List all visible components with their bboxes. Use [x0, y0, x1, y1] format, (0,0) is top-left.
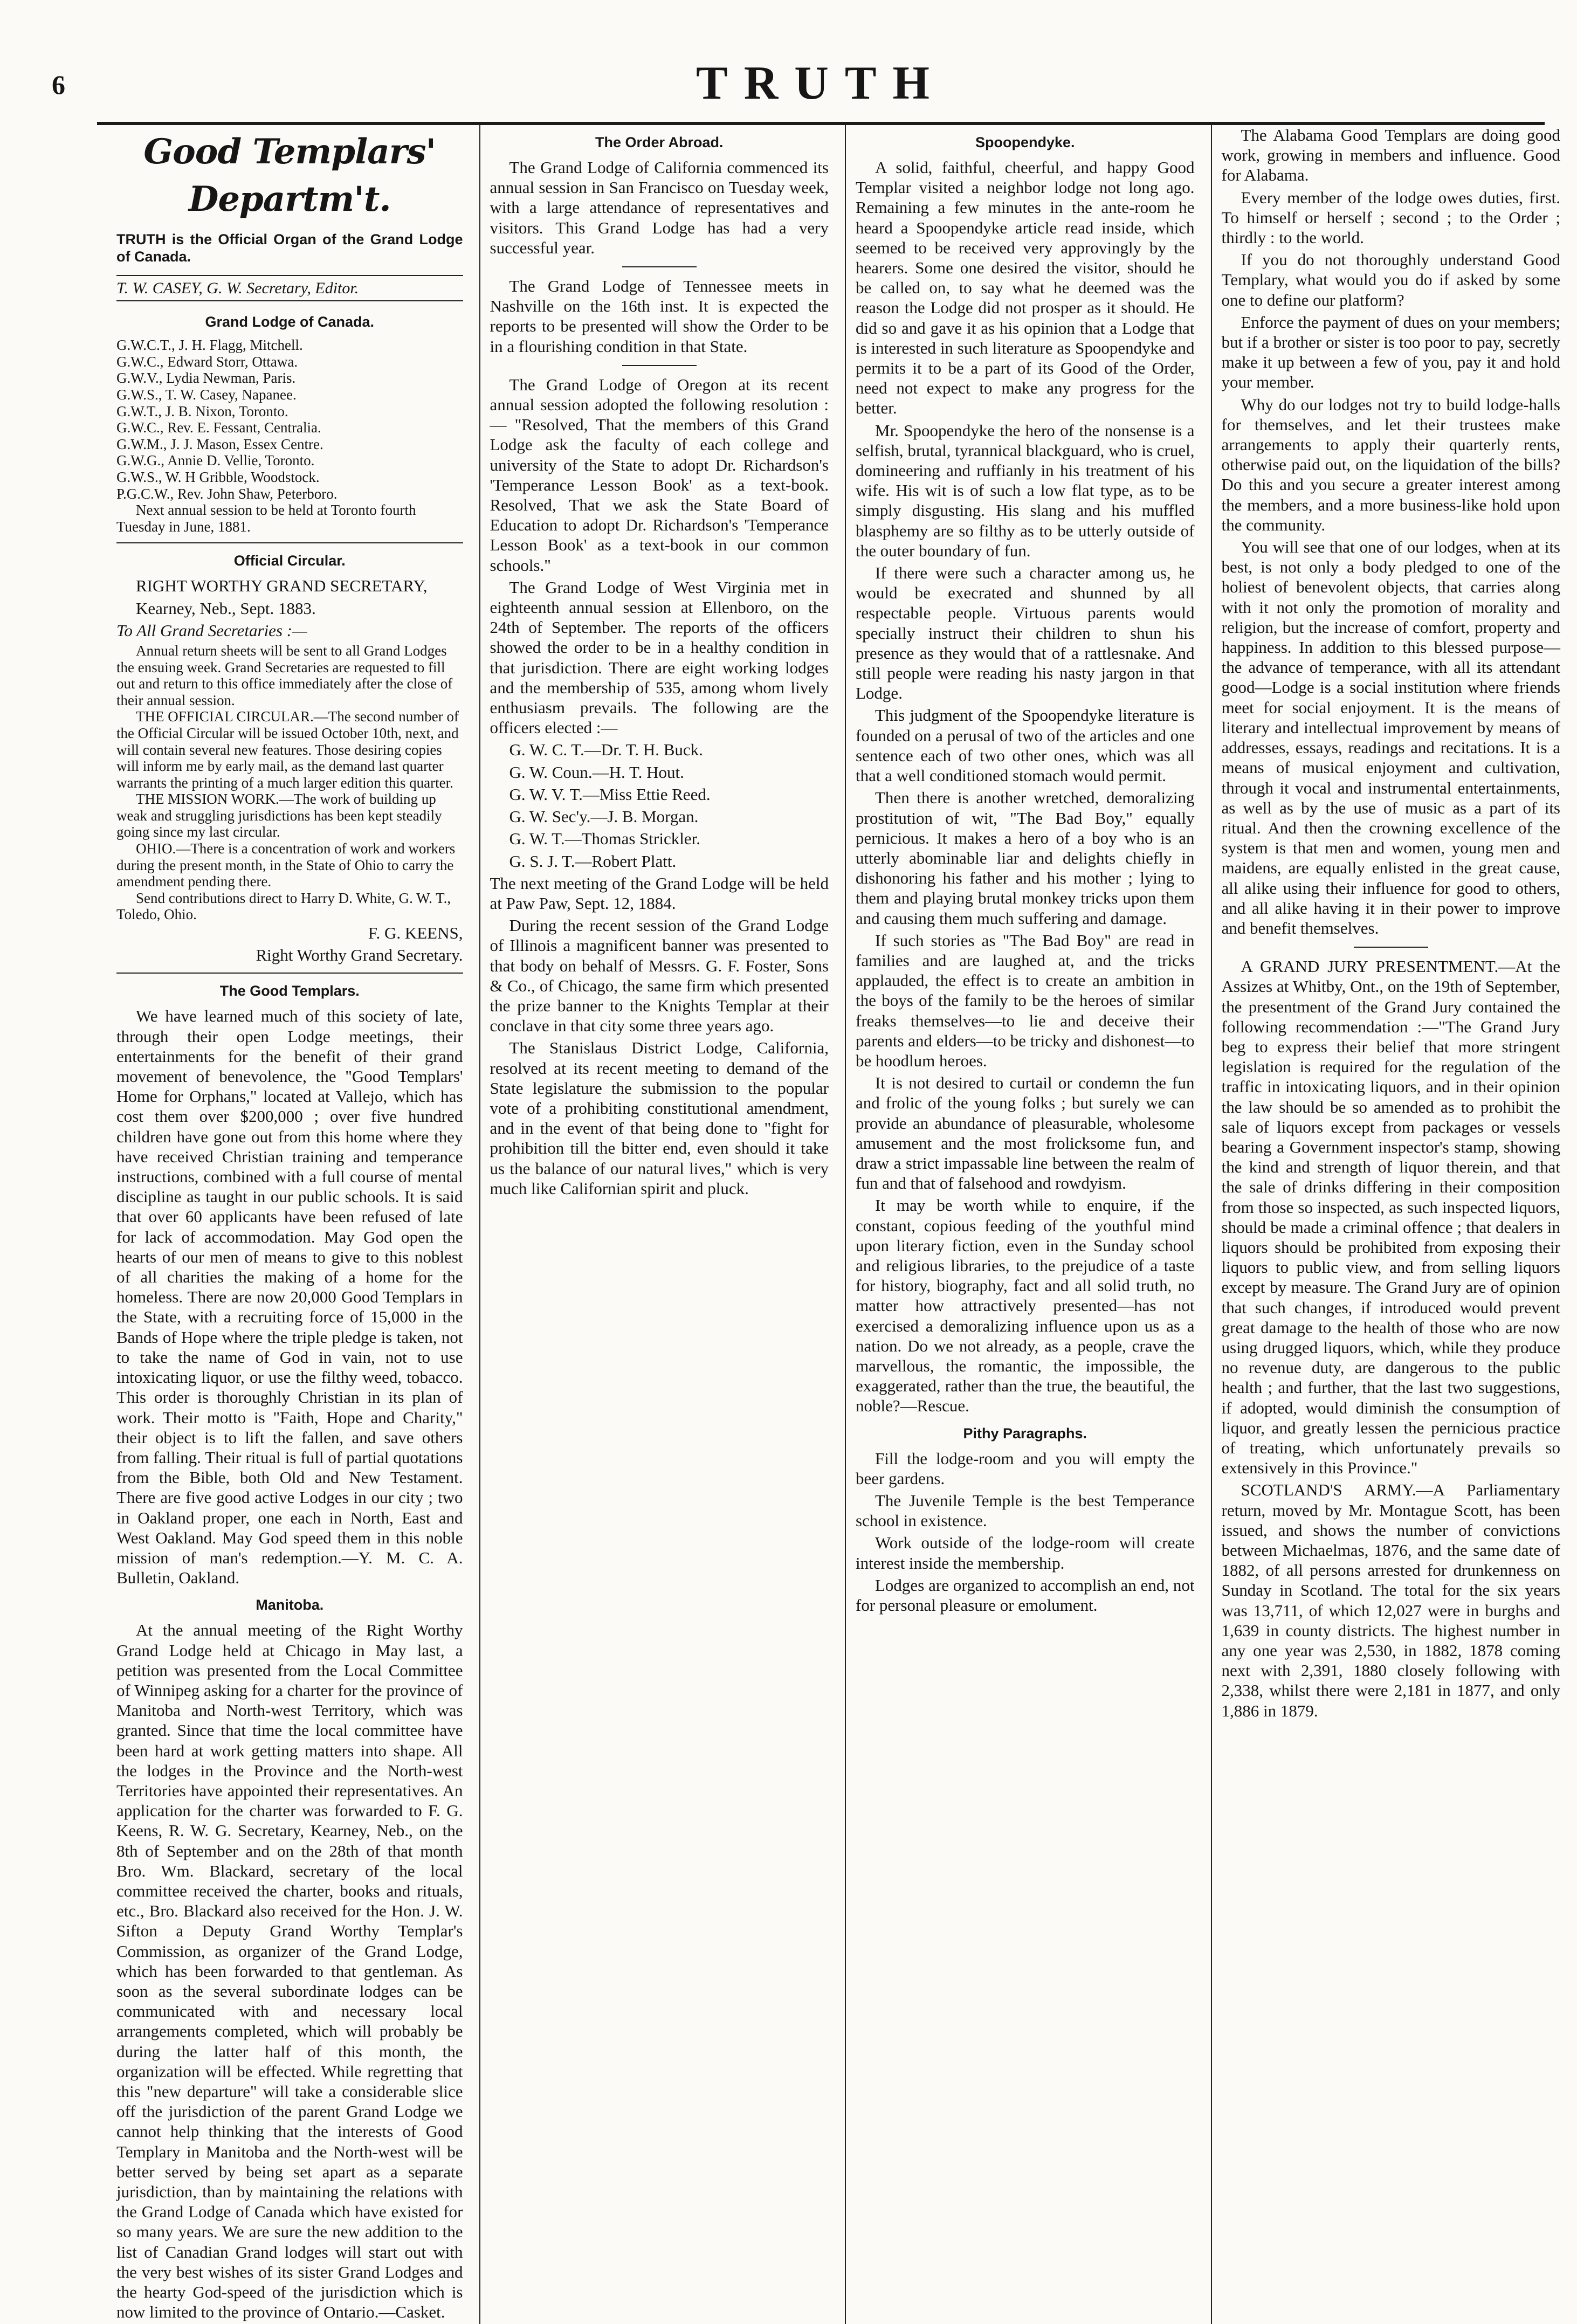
- wv-officer-line: G. S. J. T.—Robert Platt.: [509, 851, 677, 871]
- spoopendyke-paragraph: It is not desired to curtail or condemn the fun and frolic of the young folks ; but surely we can provide an abundance of pleasurable, wholesome amusement and the most frolicksome fun, and draw a strict impassable line between the realm of fun and that of falsehood and rowdyism.: [856, 1073, 1195, 1193]
- spoopendyke-paragraph: It may be worth while to enquire, if the constant, copious feeding of the youthful mind upon literary fiction, even in the Sunday school and religious libraries, to the prejudice of a taste for history, biography, fact and all solid truth, no matter how attractively presented—has not exercised a demoralizing influence upon us as a nation. Do we not already, as a people, crave the marvellous, the romantic, the impossible, the exaggerated, rather than the true, the beautiful, the noble?—Rescue.: [856, 1196, 1195, 1416]
- pithy-paragraphs-heading: Pithy Paragraphs.: [963, 1425, 1087, 1442]
- wv-officer-line: G. W. Coun.—H. T. Hout.: [509, 762, 684, 782]
- pithy-paragraph: Why do our lodges not try to build lodge-halls for themselves, and let their trustees make arrangements to apply their quarterly rents, otherwise paid out, on the liquidation of the bills? Do this and you secure a greater interest among the members, and a more business-like hold upon the community.: [1221, 395, 1560, 534]
- separator: [1354, 947, 1428, 948]
- circular-paragraph: Annual return sheets will be sent to all Grand Lodges the ensuing week. Grand Secretaries are requested to fill out and return to this office immediately after the close of their annual session.: [116, 642, 453, 708]
- official-circular-heading: Official Circular.: [233, 553, 346, 569]
- column-3: [845, 125, 1198, 2324]
- masthead: [97, 52, 1545, 125]
- pithy-paragraph: You will see that one of our lodges, when at its best, is not only a body pledged to one of the holiest of benevolent objects, that carries along with it not only the promotion of morality and religion, but the increase of comfort, property and happiness. In addition to this blessed purpose—the advance of temperance, with all its attendant good—Lodge is a social institution where friends meet for social enjoyment. It is the means of literary and intellectual improvement by means of addresses, essays, readings and recitations. It is a means of musical enjoyment and cultivation, through it vocal and instrumental entertainments, as well as by the use of music as a part of its ritual. And then the crowning excellence of the system is that men and women, young men and maidens, are equally enlisted in the great cause, all alike using their influence for good to others, and all alike having it in their power to improve and benefit themselves.: [1221, 537, 1560, 937]
- pithy-paragraph: Every member of the lodge owes duties, first. To himself or herself ; second ; to the Order ; thirdly : to the world.: [1221, 188, 1560, 247]
- west-virginia-paragraph: The Grand Lodge of West Virginia met in eighteenth annual session at Ellenboro, on the 24th of September. The reports of the officers showed the order to be in a healthy condition in that jurisdiction. There are eight working lodges and the membership of 535, among whom lively enthusiasm prevails. The following are the officers elected :—: [490, 577, 829, 737]
- scotland-army-article: SCOTLAND'S ARMY.—A Parliamentary return, moved by Mr. Montague Scott, has been issued, and shows the number of convictions between Michaelmas, 1876, and the same date of 1882, of all persons arrested for drunkenness on Sunday in Scotland. The total for the six years was 13,711, of which 12,027 were in burghs and 1,639 in county districts. The highest number in any one year was 2,530, in 1882, 1878 coming next with 2,391, 1880 closely following with 2,338, whilst there were 2,181 in 1877, and only 1,886 in 1879.: [1221, 1480, 1560, 1720]
- circular-signature-title: Right Worthy Grand Secretary.: [256, 946, 463, 965]
- pithy-paragraph: If you do not thoroughly understand Good Templary, what would you do if asked by some one to define our platform?: [1221, 250, 1560, 309]
- pithy-paragraph: Enforce the payment of dues on your members; but if a brother or sister is too poor to pay, secretly make it up between a few of you, pay it and hold your member.: [1221, 312, 1560, 392]
- officer-line: G.W.V., Lydia Newman, Paris.: [116, 370, 296, 387]
- column-2: [479, 125, 832, 2324]
- newspaper-title: TRUTH: [696, 57, 946, 109]
- circular-paragraph: THE OFFICIAL CIRCULAR.—The second number of the Official Circular will be issued October 10th, next, and will contain several new features. Those desiring copies will inform me by early mail, as the demand last quarter warrants the printing of a much larger edition this quarter.: [116, 708, 459, 791]
- manitoba-article: At the annual meeting of the Right Worthy Grand Lodge held at Chicago in May last, a petition was presented from the Local Committee of Winnipeg asking for a charter for the province of Manitoba and North-west Territory, which was granted. Since that time the local committee have been hard at work getting matters into shape. All the lodges in the Province and the North-west Territories have appointed their representatives. An application for the charter was forwarded to F. G. Keens, R. W. G. Secretary, Kearney, Neb., on the 8th of September and on the 28th of that month Bro. Wm. Blackard, secretary of the local committee received the charter, books and rituals, etc., Bro. Blackard also received for the Hon. J. W. Sifton a Deputy Grand Worthy Templar's Commission, as organizer of the Grand Lodge, which has been forwarded to that gentleman. As soon as the several subordinate lodges can be communicated with and necessary local arrangements completed, which will probably be during the latter half of this month, the organization will be effected. While regretting that this "new departure" will take a considerable slice off the jurisdiction of the parent Grand Lodge we cannot help thinking that the interests of Good Templary in Manitoba and the North-west will be better served by being set apart as a separate jurisdiction, than by maintaining the relations with the Grand Lodge of Canada which have existed for so many years. We are sure the new addition to the list of Canadian Grand lodges will start out with the very best wishes of its sister Grand Lodges and the hearty God-speed of the jurisdiction which is now limited to the province of Ontario.—Casket.: [116, 1620, 463, 2322]
- officer-line: G.W.S., W. H Gribble, Woodstock.: [116, 468, 320, 485]
- circular-place-date: Kearney, Neb., Sept. 1883.: [136, 598, 316, 618]
- spoopendyke-heading: Spoopendyke.: [975, 134, 1075, 150]
- spoopendyke-paragraph: If there were such a character among us, he would be execrated and shunned by all respectable people. Virtuous parents would specially instruct their children to shun his presence as they would that of a rattlesnake. And still people were reading his nasty jargon in that Lodge.: [856, 563, 1195, 703]
- column-4: [1211, 125, 1564, 2324]
- grand-lodge-heading: Grand Lodge of Canada.: [205, 314, 375, 330]
- pithy-paragraph: Fill the lodge-room and you will empty the beer gardens.: [856, 1449, 1195, 1488]
- stanislaus-paragraph: The Stanislaus District Lodge, California, resolved at its recent meeting to demand of the State legislature the submission to the popular vote of a prohibiting constitutional amendment, and in the event of that being done to "fight for prohibition till the bitter end, even should it take us the balance of our natural lives," which is very much like Californian spirit and pluck.: [490, 1038, 829, 1198]
- illinois-paragraph: During the recent session of the Grand Lodge of Illinois a magnificent banner was presented to that body on behalf of Messrs. G. F. Foster, Sons & Co., of Chicago, the same firm which presented the prize banner to the Knights Templar at their conclave in that city some three years ago.: [490, 916, 829, 1036]
- wv-officer-line: G. W. T.—Thomas Strickler.: [509, 829, 700, 849]
- manitoba-heading: Manitoba.: [256, 1597, 324, 1613]
- section-rule: [116, 542, 463, 543]
- circular-salutation: To All Grand Secretaries :—: [116, 620, 307, 640]
- california-paragraph: The Grand Lodge of California commenced its annual session in San Francisco on Tuesday week, with a large attendance of representatives and visitors. This Grand Lodge has had a very successful year.: [490, 158, 829, 257]
- wv-officer-line: G. W. Sec'y.—J. B. Morgan.: [509, 807, 699, 826]
- separator: [622, 365, 697, 366]
- department-title: Good Templars' Departm't.: [143, 132, 436, 219]
- circular-paragraph: Send contributions direct to Harry D. White, G. W. T., Toledo, Ohio.: [116, 889, 451, 923]
- officer-line: P.G.C.W., Rev. John Shaw, Peterboro.: [116, 485, 338, 502]
- wv-officer-line: G. W. C. T.—Dr. T. H. Buck.: [509, 740, 703, 760]
- officer-line: G.W.C., Rev. E. Fessant, Centralia.: [116, 419, 321, 436]
- officer-line: G.W.T., J. B. Nixon, Toronto.: [116, 403, 288, 419]
- pithy-paragraph: The Juvenile Temple is the best Temperance school in existence.: [856, 1491, 1195, 1530]
- officer-line: G.W.S., T. W. Casey, Napanee.: [116, 386, 297, 403]
- pithy-paragraph: The Alabama Good Templars are doing good work, growing in members and influence. Good for Alabama.: [1221, 126, 1560, 185]
- spoopendyke-paragraph: Then there is another wretched, demoralizing prostitution of wit, "The Bad Boy," equally pernicious. It makes a hero of a boy who is an utterly abominable liar and delights chiefly in dishonoring his father and his mother ; lying to them and playing brutal monkey tricks upon them and causing them much suffering and damage.: [856, 788, 1195, 928]
- wv-officer-line: G. W. V. T.—Miss Ettie Reed.: [509, 784, 711, 804]
- spoopendyke-paragraph: A solid, faithful, cheerful, and happy Good Templar visited a neighbor lodge not long ago. Remaining a few minutes in the ante-room he heard a Spoopendyke article read inside, which seemed to be received very approvingly by the hearers. Some one desired the visitor, should he be called on, to say what he deemed was the reason the Lodge did not prosper as it should. He did so and gave it as his opinion that a Lodge that is interested in such literature as Spoopendyke and permits it to be a part of its Good of the Order, need not expect to make any progress for the better.: [856, 158, 1195, 418]
- next-meeting-paragraph: The next meeting of the Grand Lodge will be held at Paw Paw, Sept. 12, 1884.: [490, 873, 829, 913]
- next-session-notice: Next annual session to be held at Toronto fourth Tuesday in June, 1881.: [116, 502, 416, 535]
- officer-line: G.W.C.T., J. H. Flagg, Mitchell.: [116, 337, 303, 354]
- spoopendyke-paragraph: If such stories as "The Bad Boy" are read in families and are laughed at, and the tricks applauded, the effect is to create an ambition in the boys of the family to be the heroes of similar freaks themselves—to lie and deceive their parents and elders—to be tricky and dishonest—to be hoodlum heroes.: [856, 930, 1195, 1070]
- separator: [622, 266, 697, 267]
- page-number: 6: [52, 70, 65, 100]
- officer-line: G.W.M., J. J. Mason, Essex Centre.: [116, 436, 323, 452]
- officer-line: G.W.C., Edward Storr, Ottawa.: [116, 353, 298, 370]
- spoopendyke-paragraph: Mr. Spoopendyke the hero of the nonsense is a selfish, brutal, tyrannical blackguard, who is cruel, domineering and ruffianly in his treatment of his wife. His wit is of such a low flat type, as to be simply disgusting. His slang and his muffled blasphemy are so filthy as to be utterly outside of the outer boundary of fun.: [856, 420, 1195, 560]
- section-rule: [116, 973, 463, 974]
- columns: [113, 125, 1564, 2322]
- officer-line: G.W.G., Annie D. Vellie, Toronto.: [116, 452, 315, 469]
- good-templars-article: We have learned much of this society of late, through their open Lodge meetings, their entertainments for the benefit of their grand movement of benevolence, the "Good Templars' Home for Orphans," located at Vallejo, which has cost them over $200,000 ; over five hundred children have gone out from this home where they have received Christian training and temperance instructions, combined with a full course of mental discipline as taught in our public schools. It is said that over 60 applicants have been refused of late for lack of accommodation. May God open the hearts of our men of means to give to this noblest of all charities the making of a home for the homeless. There are now 20,000 Good Templars in the State, with a recruiting force of 15,000 in the Bands of Hope where the triple pledge is taken, not to take the name of God in vain, not to use intoxicating liquor, or use the filthy weed, tobacco. This order is thoroughly Christian in its plan of work. Their motto is "Faith, Hope and Charity," their object is to lift the fallen, and save others from falling. Their ritual is full of partial quotations from the Bible, both Old and New Testament. There are five good active Lodges in our city ; two in Oakland proper, one each in North, East and West Oakland. May God speed them in this noble mission of man's redemption.—Y. M. C. A. Bulletin, Oakland.: [116, 1006, 463, 1588]
- circular-paragraph: OHIO.—There is a concentration of work and workers during the present month, in the State of Ohio to carry the amendment pending there.: [116, 840, 456, 890]
- grand-jury-article: A GRAND JURY PRESENTMENT.—At the Assizes at Whitby, Ont., on the 19th of September, the presentment of the Grand Jury contained the following recommendation :—"The Grand Jury beg to express their belief that more stringent legislation is required for the regulation of the traffic in intoxicating liquors, and in their opinion the law should be so amended as to prohibit the sale of liquors except from packages or vessels bearing a Government inspector's stamp, showing the kind and strength of liquor therein, and that the sale of drinks differing in their composition from those so inspected, as such inspected liquors, should be made a criminal offence ; that dealers in liquors should be prohibited from exposing their liquors to public view, and from selling liquors except by measure. The Grand Jury are of opinion that such changes, if introduced would prevent great damage to the health of those who are now using drugged liquors, which, while they produce no revenue duty, are dangerous to the public health ; and further, that the last two suggestions, if adopted, would diminish the consumption of liquor, and greatly lessen the pernicious practice of treating, which unfortunately prevails so extensively in this Province.": [1221, 957, 1560, 1478]
- circular-paragraph: THE MISSION WORK.—The work of building up weak and struggling jurisdictions has been kept steadily going since my last circular.: [116, 791, 442, 840]
- tennessee-paragraph: The Grand Lodge of Tennessee meets in Nashville on the 16th inst. It is expected the reports to be presented will show the Order to be in a flourishing condition in that State.: [490, 277, 829, 356]
- pithy-paragraph: Work outside of the lodge-room will create interest inside the membership.: [856, 1533, 1195, 1573]
- circular-from-line: RIGHT WORTHY GRAND SECRETARY,: [136, 576, 428, 596]
- oregon-paragraph: The Grand Lodge of Oregon at its recent annual session adopted the following resolution :— "Resolved, That the members of this Grand Lodge ask the faculty of each college and university of the State to adopt Dr. Richardson's 'Temperance Lesson Book' as a text-book. Resolved, That we ask the State Board of Education to adopt Dr. Richardson's 'Temperance Lesson Book' as a text-book in our common schools.": [490, 375, 829, 575]
- column-1: [113, 125, 466, 2324]
- official-organ-notice: TRUTH is the Official Organ of the Grand Lodge of Canada.: [116, 231, 463, 265]
- editor-line: T. W. CASEY, G. W. Secretary, Editor.: [116, 275, 463, 301]
- order-abroad-heading: The Order Abroad.: [595, 134, 724, 150]
- good-templars-heading: The Good Templars.: [219, 983, 360, 999]
- spoopendyke-paragraph: This judgment of the Spoopendyke literature is founded on a perusal of two of the articles and one sentence each of two other ones, which was all that a well conditioned stomach would permit.: [856, 706, 1195, 785]
- pithy-paragraph: Lodges are organized to accomplish an end, not for personal pleasure or emolument.: [856, 1575, 1195, 1615]
- circular-signature-name: F. G. KEENS,: [368, 923, 463, 943]
